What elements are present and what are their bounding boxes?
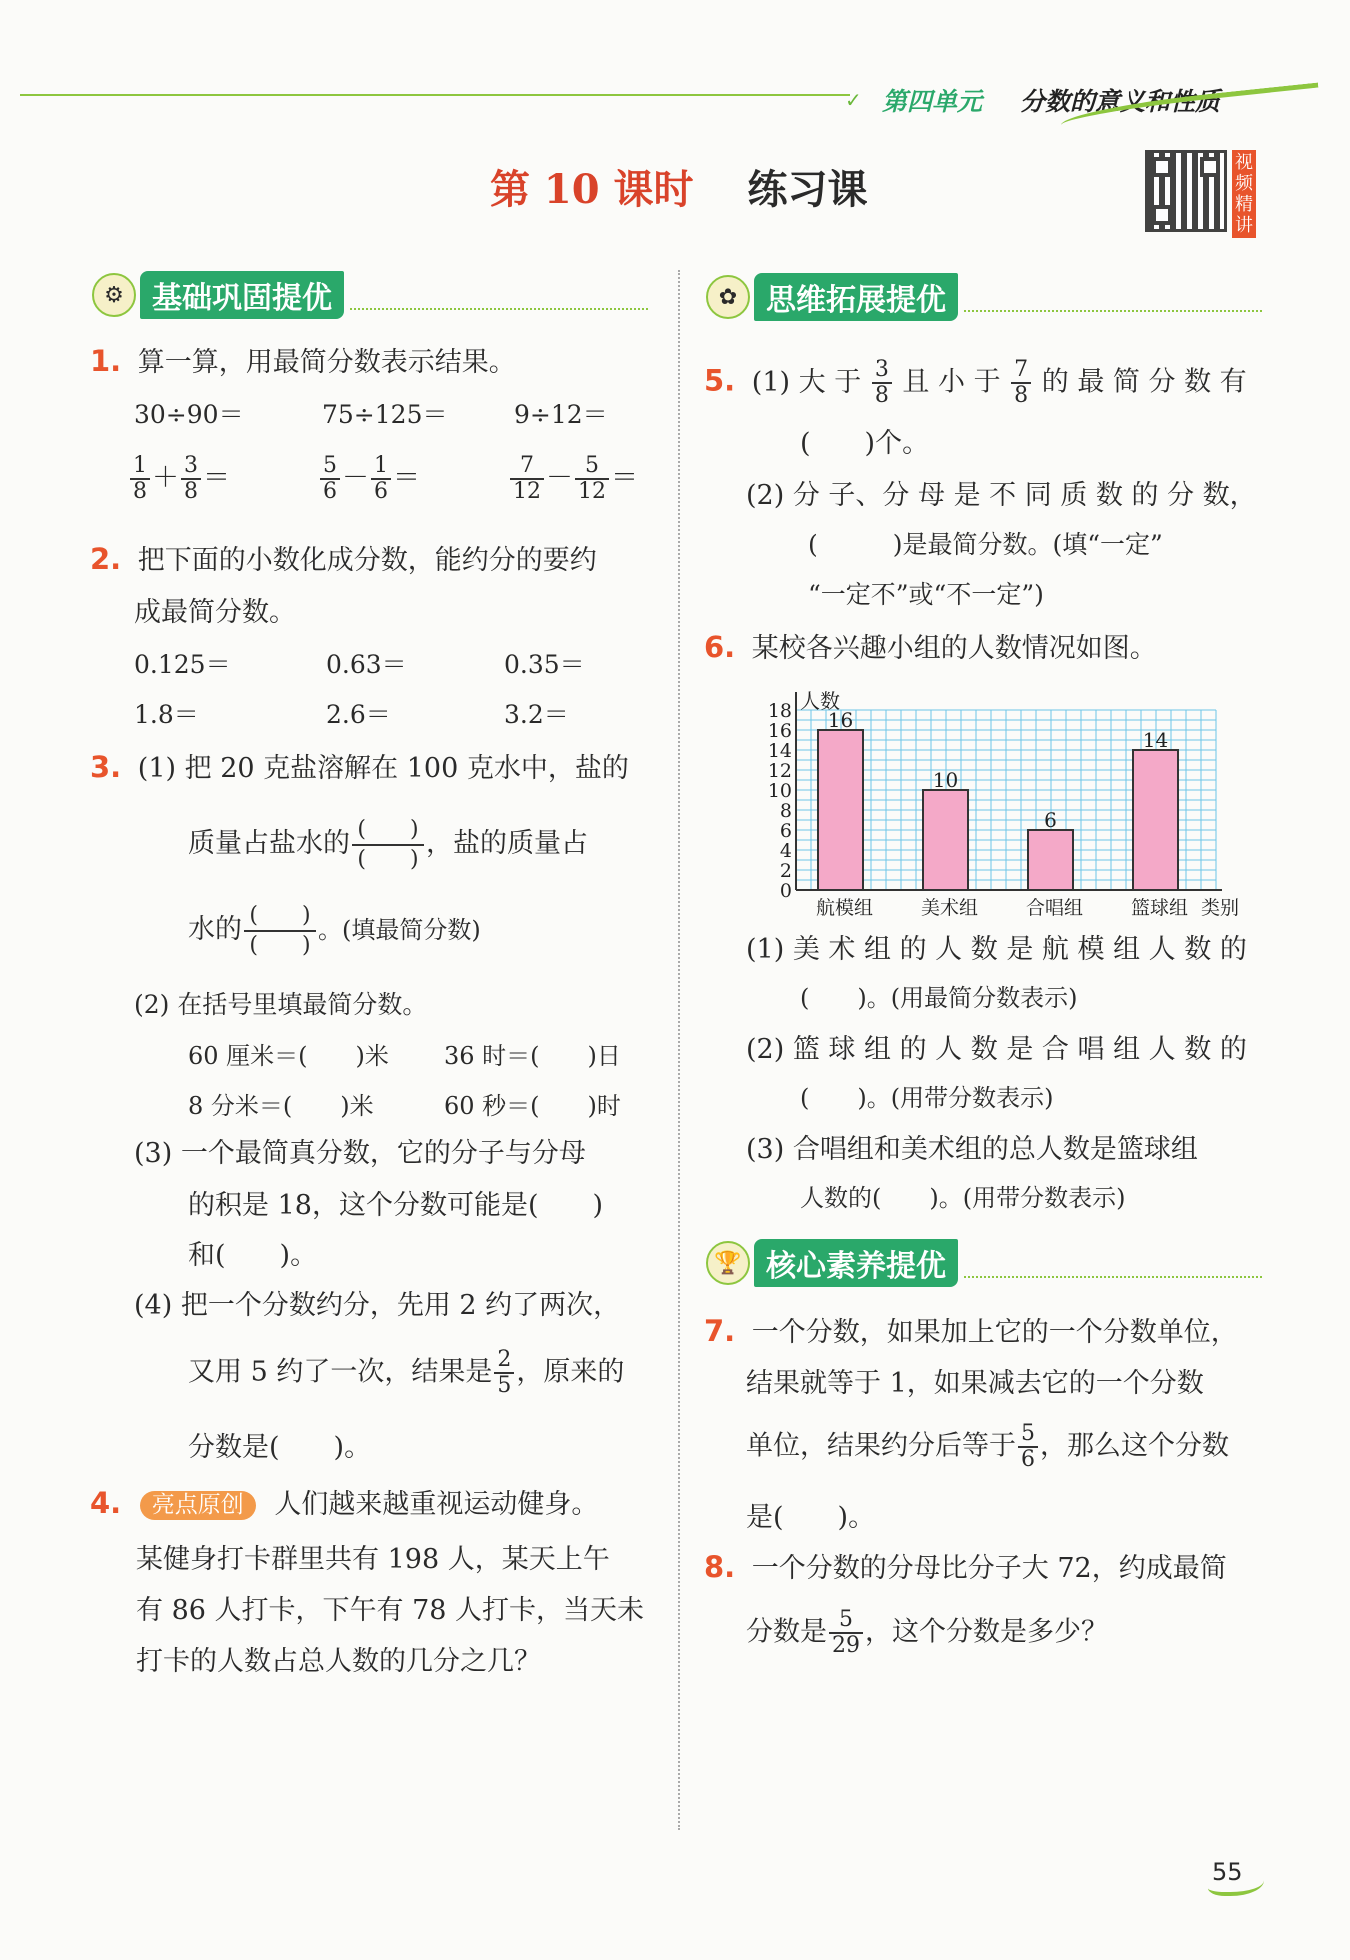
- q3-p4b-post: ，原来的: [516, 1356, 625, 1388]
- q6-s2b: ( )。(用带分数表示): [800, 1084, 1054, 1112]
- q1-number: 1.: [90, 344, 122, 378]
- q7-line3: [746, 1422, 1229, 1472]
- fraction: $\frac{5}{29}$: [829, 1608, 863, 1658]
- fraction: $\frac{5}{6}$: [1018, 1422, 1038, 1472]
- q3-p3a: (3) 一个最简真分数，它的分子与分母: [134, 1138, 586, 1169]
- page-number: 55: [1212, 1858, 1243, 1886]
- q2-row2-c: 3.2＝: [504, 700, 569, 729]
- y-axis-label: 人数: [800, 689, 840, 713]
- section-core: [706, 1240, 1262, 1286]
- bar-value-label: 10: [932, 768, 959, 792]
- q1-line: [90, 344, 516, 379]
- q1-row1-b: 75÷125＝: [322, 400, 448, 429]
- q3-line3: [188, 902, 481, 959]
- q6-s3a: (3) 合唱组和美术组的总人数是篮球组: [746, 1134, 1198, 1165]
- q3-p4c: 分数是( )。: [188, 1432, 372, 1463]
- q3-line2: [188, 816, 588, 873]
- q2-row2-a: 1.8＝: [134, 700, 199, 729]
- q7-t4: 是( )。: [746, 1502, 876, 1533]
- y-tick-label: 2: [779, 860, 792, 882]
- q6-s1a: (1) 美 术 组 的 人 数 是 航 模 组 人 数 的: [746, 934, 1247, 965]
- q6-line1: [704, 630, 1157, 665]
- y-tick-label: 18: [767, 700, 792, 722]
- q5-p2b: ( )是最简分数。(填“一定”: [808, 530, 1163, 559]
- q4-t4: 打卡的人数占总人数的几分之几？: [136, 1646, 541, 1677]
- y-tick-label: 14: [767, 740, 792, 762]
- q7-t2: 结果就等于 1，如果减去它的一个分数: [746, 1368, 1204, 1399]
- q3-p2c: 8 分米＝( )米: [188, 1092, 374, 1120]
- q3-p1a: (1) 把 20 克盐溶解在 100 克水中，盐的: [137, 753, 629, 784]
- section-core-label: 核心素养提优: [754, 1239, 958, 1287]
- bar-value-label: 14: [1142, 728, 1169, 752]
- q3-p2d: 60 秒＝( )时: [444, 1092, 621, 1120]
- q3-p2b: 36 时＝( )日: [444, 1042, 621, 1070]
- q2-row1-c: 0.35＝: [504, 650, 585, 679]
- section-thinking-label: 思维拓展提优: [754, 273, 958, 321]
- q3-p3b: 的积是 18，这个分数可能是( ): [188, 1190, 604, 1221]
- q2-row1-a: 0.125＝: [134, 650, 231, 679]
- fraction: $\frac{5}{6}$: [320, 454, 340, 504]
- x-axis-label: 类别: [1200, 897, 1240, 919]
- q3-p3c: 和( )。: [188, 1240, 318, 1271]
- section-thinking: [706, 274, 1262, 320]
- y-tick-label: 4: [779, 840, 792, 862]
- q7-t3-pre: 单位，结果约分后等于: [746, 1430, 1016, 1462]
- q4-t2: 某健身打卡群里共有 198 人，某天上午: [136, 1544, 610, 1575]
- q2-row2-b: 2.6＝: [326, 700, 391, 729]
- lesson-title: [490, 158, 867, 215]
- q7-t3-post: ，那么这个分数: [1040, 1430, 1229, 1462]
- q3-p1c-pre: 水的: [188, 914, 242, 945]
- q5-line1: [704, 358, 1247, 408]
- q2-row1-b: 0.63＝: [326, 650, 407, 679]
- q1-text: 算一算，用最简分数表示结果。: [137, 347, 516, 378]
- q5-p1b: ( )个。: [800, 428, 930, 459]
- y-tick-label: 8: [779, 800, 792, 822]
- q5-p2a: (2) 分 子、分 母 是 不 同 质 数 的 分 数，: [746, 480, 1257, 511]
- header-topic: 分数的意义和性质: [1020, 87, 1221, 116]
- fraction: $\frac{2}{5}$: [494, 1348, 514, 1398]
- fraction: $\frac{7}{8}$: [1011, 358, 1031, 408]
- q1-row1-a: 30÷90＝: [134, 400, 244, 429]
- category-label: 合唱组: [1025, 897, 1084, 919]
- bar-chart: [746, 680, 1266, 920]
- q3-line1: [90, 750, 629, 785]
- blank-fraction[interactable]: ( ) ( ): [352, 816, 424, 873]
- fraction: $\frac{1}{8}$: [130, 454, 150, 504]
- q3-line-p4b: [188, 1348, 624, 1398]
- q5-p1a: (1) 大 于: [751, 366, 862, 398]
- page-swoosh: [1208, 1870, 1264, 1896]
- q3-p2a: 60 厘米＝( )米: [188, 1042, 389, 1070]
- q1-row1-c: 9÷12＝: [514, 400, 608, 429]
- lesson-name: 练习课: [747, 166, 868, 213]
- y-tick-label: 12: [767, 760, 792, 782]
- q3-p4a: (4) 把一个分数约分，先用 2 约了两次，: [134, 1290, 621, 1321]
- q1-row2-a: $\frac{1}{8}$ ＋ $\frac{3}{8}$ ＝: [128, 454, 230, 504]
- bar-value-label: 6: [1044, 808, 1057, 832]
- q3-p1b-post: ，盐的质量占: [426, 828, 588, 859]
- fraction: $\frac{3}{8}$: [872, 358, 892, 408]
- header-leaf-icon: ✓: [845, 88, 862, 112]
- q6-s1b: ( )。(用最简分数表示): [800, 984, 1078, 1012]
- q6-s2a: (2) 篮 球 组 的 人 数 是 合 唱 组 人 数 的: [746, 1034, 1247, 1065]
- q2-line1: [90, 542, 597, 577]
- trophy-icon: 🏆: [706, 1241, 750, 1285]
- bar-value-label: 16: [827, 708, 854, 732]
- q7-line1: [704, 1314, 1238, 1349]
- q3-p4b-pre: 又用 5 约了一次，结果是: [188, 1356, 493, 1388]
- y-tick-label: 16: [767, 720, 792, 742]
- q4-t1: 人们越来越重视运动健身。: [274, 1489, 599, 1520]
- q5-p2c: “一定不”或“不一定”): [808, 580, 1044, 609]
- fraction: $\frac{7}{12}$: [510, 454, 544, 504]
- sprout-icon: ✿: [706, 275, 750, 319]
- category-label: 篮球组: [1130, 897, 1189, 919]
- q8-t2-post: ，这个分数是多少？: [865, 1616, 1108, 1648]
- q8-number: 8.: [704, 1550, 736, 1584]
- q2-text2: 成最简分数。: [134, 597, 296, 628]
- q1-row2-b: $\frac{5}{6}$ － $\frac{1}{6}$ ＝: [318, 454, 420, 504]
- q5-mid: 且 小 于: [902, 366, 1001, 398]
- qr-code[interactable]: [1145, 150, 1227, 232]
- bar: [1133, 750, 1178, 890]
- q8-line2: [746, 1608, 1108, 1658]
- lesson-number: 第 10 课时: [490, 166, 694, 213]
- q7-t1: 一个分数，如果加上它的一个分数单位，: [751, 1317, 1238, 1348]
- fraction: $\frac{5}{12}$: [575, 454, 609, 504]
- q8-t2-pre: 分数是: [746, 1616, 827, 1648]
- q1-row2-c: $\frac{7}{12}$ － $\frac{5}{12}$ ＝: [508, 454, 638, 504]
- section-basic-label: 基础巩固提优: [140, 271, 344, 319]
- q4-line1: [90, 1486, 598, 1521]
- q8-line1: [704, 1550, 1227, 1585]
- q5-p1a-post: 的 最 简 分 数 有: [1041, 366, 1247, 398]
- bar: [923, 790, 968, 890]
- fraction: $\frac{3}{8}$: [181, 454, 201, 504]
- q2-number: 2.: [90, 542, 122, 576]
- category-label: 航模组: [815, 897, 874, 919]
- y-tick-label: 6: [779, 820, 792, 842]
- q2-text1: 把下面的小数化成分数，能约分的要约: [137, 545, 597, 576]
- bar: [1028, 830, 1073, 890]
- column-divider: [678, 270, 680, 1830]
- blank-fraction[interactable]: ( ) ( ): [244, 902, 316, 959]
- q4-number: 4.: [90, 1486, 122, 1520]
- section-basic: [92, 272, 648, 318]
- q5-number: 5.: [704, 363, 736, 398]
- header-rule: [20, 94, 850, 96]
- y-tick-label: 10: [767, 780, 792, 802]
- q6-number: 6.: [704, 630, 736, 664]
- q3-p2: (2) 在括号里填最简分数。: [134, 990, 428, 1019]
- highlight-original-tag: 亮点原创: [140, 1491, 256, 1521]
- qr-label: 视频精讲: [1232, 150, 1256, 238]
- category-label: 美术组: [920, 897, 979, 919]
- q3-p1c-post: 。(填最简分数): [318, 916, 481, 944]
- q4-t3: 有 86 人打卡，下午有 78 人打卡，当天未: [136, 1595, 645, 1626]
- gear-icon: ⚙: [92, 273, 136, 317]
- bar: [818, 730, 863, 890]
- q3-p1b-pre: 质量占盐水的: [188, 828, 350, 859]
- q7-number: 7.: [704, 1314, 736, 1348]
- q6-s3b: 人数的( )。(用带分数表示): [800, 1184, 1126, 1212]
- q6-text: 某校各兴趣小组的人数情况如图。: [751, 633, 1157, 664]
- fraction: $\frac{1}{6}$: [371, 454, 391, 504]
- header-unit: 第四单元: [882, 87, 983, 116]
- q8-t1: 一个分数的分母比分子大 72，约成最简: [751, 1553, 1227, 1584]
- q3-number: 3.: [90, 750, 122, 784]
- y-tick-label: 0: [779, 880, 792, 902]
